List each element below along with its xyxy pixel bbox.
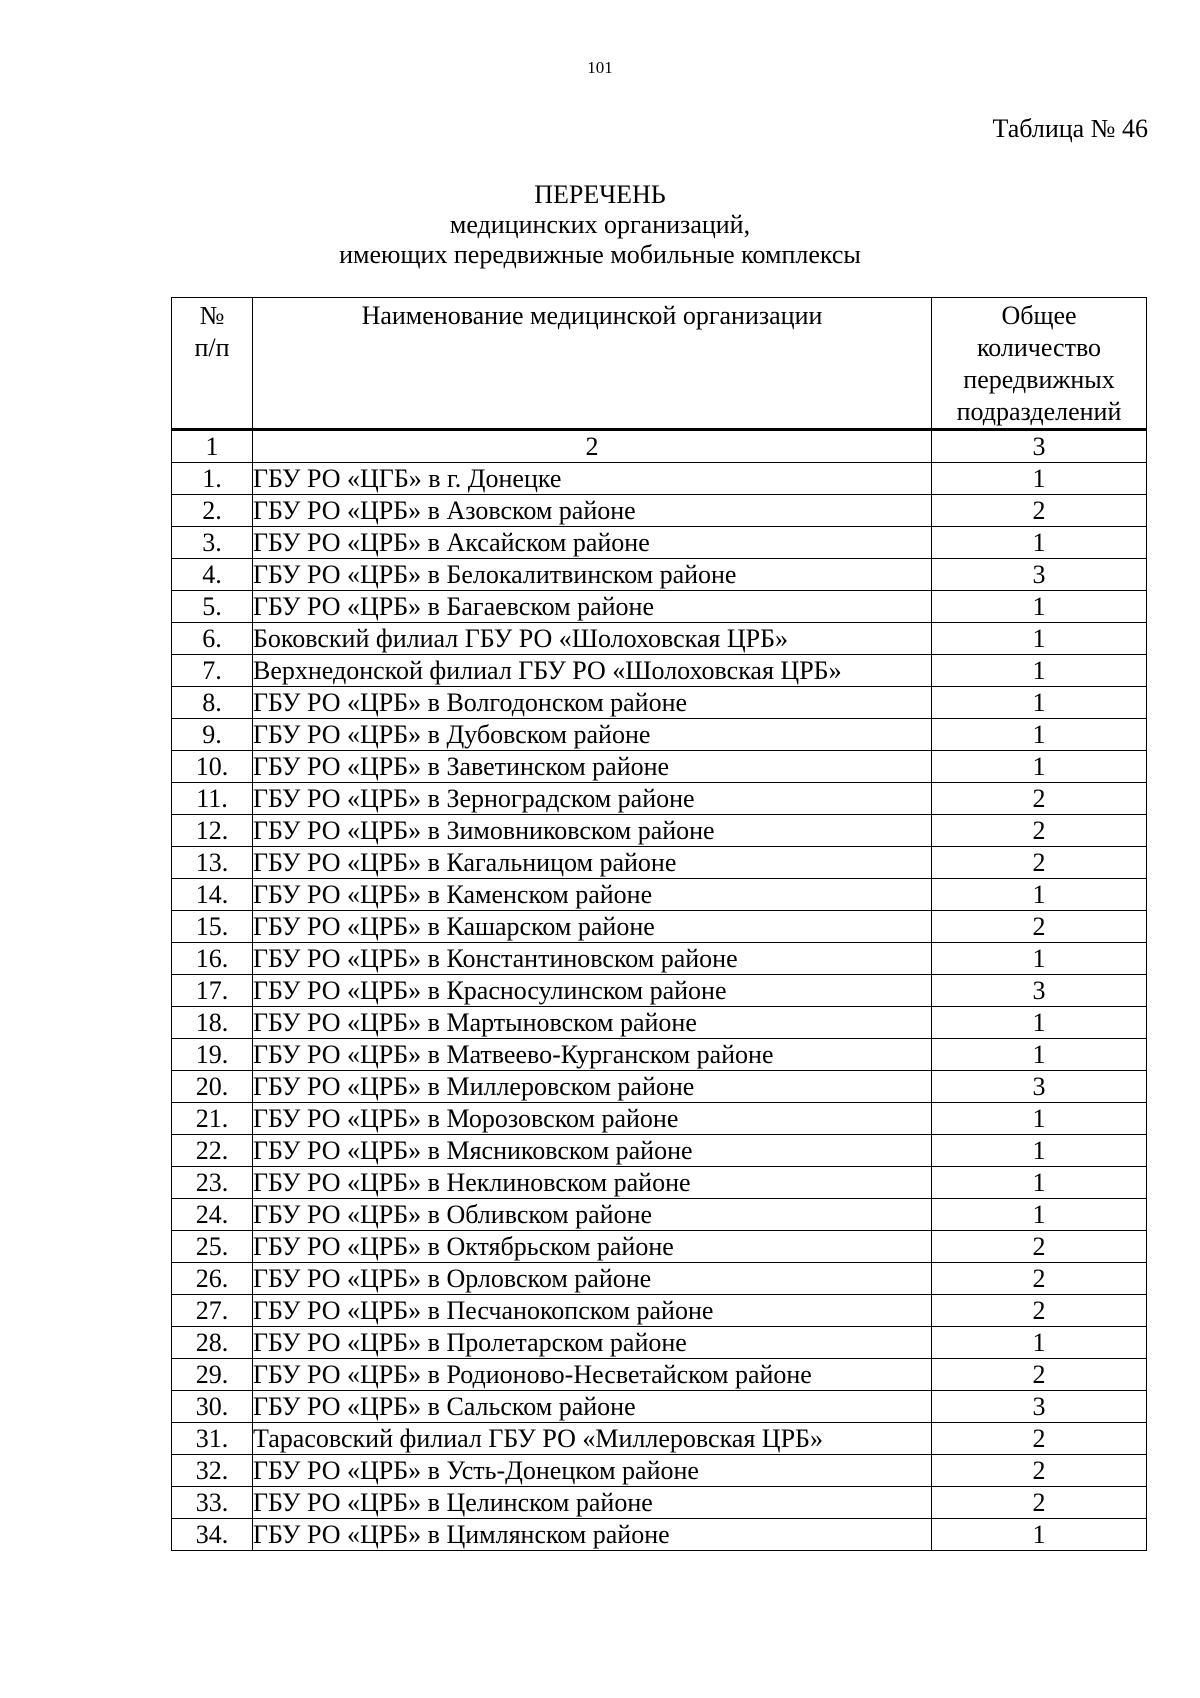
table-row — [172, 1455, 1147, 1487]
row-number: 6. — [172, 623, 253, 655]
unit-count: 1 — [932, 1167, 1147, 1199]
row-number: 5. — [172, 591, 253, 623]
unit-count: 1 — [932, 591, 1147, 623]
row-number: 10. — [172, 751, 253, 783]
unit-count: 1 — [932, 1199, 1147, 1231]
row-number: 1. — [172, 463, 253, 495]
organization-name: ГБУ РО «ЦРБ» в Матвеево-Курганском районе — [253, 1039, 932, 1071]
unit-count: 1 — [932, 1007, 1147, 1039]
unit-count: 1 — [932, 1327, 1147, 1359]
unit-count: 1 — [932, 879, 1147, 911]
organization-name: ГБУ РО «ЦРБ» в Родионово-Несветайском районе — [253, 1359, 932, 1391]
organizations-table — [171, 297, 1147, 1551]
row-number: 4. — [172, 559, 253, 591]
organization-name: ГБУ РО «ЦРБ» в Зерноградском районе — [253, 783, 932, 815]
header-count-line-2: количество — [976, 333, 1102, 362]
row-number: 22. — [172, 1135, 253, 1167]
table-row — [172, 655, 1147, 687]
organization-name: ГБУ РО «ЦРБ» в Зимовниковском районе — [253, 815, 932, 847]
table-row — [172, 975, 1147, 1007]
table-body — [172, 463, 1147, 1551]
row-number: 19. — [172, 1039, 253, 1071]
table-row — [172, 463, 1147, 495]
unit-count: 1 — [932, 1039, 1147, 1071]
organization-name: ГБУ РО «ЦРБ» в Целинском районе — [253, 1487, 932, 1519]
header-count-line-3: передвижных — [963, 365, 1115, 394]
table-row — [172, 1359, 1147, 1391]
row-number: 33. — [172, 1487, 253, 1519]
row-number: 8. — [172, 687, 253, 719]
unit-count: 1 — [932, 719, 1147, 751]
unit-count: 1 — [932, 687, 1147, 719]
table-row — [172, 1327, 1147, 1359]
organization-name: ГБУ РО «ЦРБ» в Кагальницом районе — [253, 847, 932, 879]
unit-count: 1 — [932, 655, 1147, 687]
table-label: Таблица № 46 — [992, 114, 1148, 143]
table-row — [172, 1103, 1147, 1135]
unit-count: 2 — [932, 1263, 1147, 1295]
table-row — [172, 1231, 1147, 1263]
row-number: 21. — [172, 1103, 253, 1135]
unit-count: 2 — [932, 815, 1147, 847]
organization-name: ГБУ РО «ЦРБ» в Аксайском районе — [253, 527, 932, 559]
table-row — [172, 719, 1147, 751]
unit-count: 1 — [932, 1519, 1147, 1551]
row-number: 24. — [172, 1199, 253, 1231]
organization-name: ГБУ РО «ЦРБ» в Неклиновском районе — [253, 1167, 932, 1199]
row-number: 11. — [172, 783, 253, 815]
table-row — [172, 687, 1147, 719]
row-number: 25. — [172, 1231, 253, 1263]
row-number: 2. — [172, 495, 253, 527]
unit-count: 2 — [932, 847, 1147, 879]
row-number: 32. — [172, 1455, 253, 1487]
organization-name: ГБУ РО «ЦРБ» в Кашарском районе — [253, 911, 932, 943]
title-line-3: имеющих передвижные мобильные комплексы — [339, 240, 861, 269]
organization-name: ГБУ РО «ЦРБ» в Дубовском районе — [253, 719, 932, 751]
header-name: Наименование медицинской организации — [253, 298, 932, 430]
header-count-line-1: Общее — [1001, 301, 1077, 330]
organization-name: ГБУ РО «ЦРБ» в Мясниковском районе — [253, 1135, 932, 1167]
organization-name: ГБУ РО «ЦРБ» в Красносулинском районе — [253, 975, 932, 1007]
organization-name: ГБУ РО «ЦРБ» в Сальском районе — [253, 1391, 932, 1423]
organization-name: Тарасовский филиал ГБУ РО «Миллеровская ЦРБ» — [253, 1423, 932, 1455]
header-num-line-1: № — [199, 301, 225, 330]
table-row — [172, 1039, 1147, 1071]
table-row — [172, 879, 1147, 911]
unit-count: 1 — [932, 1103, 1147, 1135]
unit-count: 2 — [932, 1359, 1147, 1391]
table-row — [172, 1135, 1147, 1167]
row-number: 29. — [172, 1359, 253, 1391]
organization-name: ГБУ РО «ЦГБ» в г. Донецке — [253, 463, 932, 495]
organization-name: ГБУ РО «ЦРБ» в Цимлянском районе — [253, 1519, 932, 1551]
table-row — [172, 1007, 1147, 1039]
row-number: 28. — [172, 1327, 253, 1359]
header-count — [932, 298, 1147, 430]
column-number-3: 3 — [932, 430, 1147, 463]
organization-name: ГБУ РО «ЦРБ» в Волгодонском районе — [253, 687, 932, 719]
unit-count: 3 — [932, 975, 1147, 1007]
unit-count: 3 — [932, 559, 1147, 591]
unit-count: 2 — [932, 1455, 1147, 1487]
organization-name: ГБУ РО «ЦРБ» в Орловском районе — [253, 1263, 932, 1295]
table-row — [172, 559, 1147, 591]
organization-name: ГБУ РО «ЦРБ» в Миллеровском районе — [253, 1071, 932, 1103]
unit-count: 2 — [932, 783, 1147, 815]
row-number: 31. — [172, 1423, 253, 1455]
table-row — [172, 1391, 1147, 1423]
header-count-line-4: подразделений — [956, 397, 1122, 426]
row-number: 23. — [172, 1167, 253, 1199]
organization-name: ГБУ РО «ЦРБ» в Заветинском районе — [253, 751, 932, 783]
unit-count: 1 — [932, 751, 1147, 783]
unit-count: 1 — [932, 943, 1147, 975]
row-number: 14. — [172, 879, 253, 911]
row-number: 34. — [172, 1519, 253, 1551]
page-number: 101 — [587, 58, 613, 77]
unit-count: 1 — [932, 527, 1147, 559]
table-row — [172, 943, 1147, 975]
organization-name: Верхнедонской филиал ГБУ РО «Шолоховская ЦРБ» — [253, 655, 932, 687]
organization-name: ГБУ РО «ЦРБ» в Азовском районе — [253, 495, 932, 527]
unit-count: 1 — [932, 463, 1147, 495]
table-row — [172, 815, 1147, 847]
organization-name: ГБУ РО «ЦРБ» в Пролетарском районе — [253, 1327, 932, 1359]
table-row — [172, 847, 1147, 879]
unit-count: 2 — [932, 495, 1147, 527]
organization-name: ГБУ РО «ЦРБ» в Константиновском районе — [253, 943, 932, 975]
row-number: 16. — [172, 943, 253, 975]
table-row — [172, 1199, 1147, 1231]
organization-name: Боковский филиал ГБУ РО «Шолоховская ЦРБ» — [253, 623, 932, 655]
row-number: 12. — [172, 815, 253, 847]
header-num-line-2: п/п — [194, 333, 230, 362]
unit-count: 2 — [932, 1231, 1147, 1263]
table-row — [172, 1295, 1147, 1327]
document-title — [0, 180, 1200, 270]
organization-name: ГБУ РО «ЦРБ» в Белокалитвинском районе — [253, 559, 932, 591]
row-number: 13. — [172, 847, 253, 879]
table-row — [172, 591, 1147, 623]
unit-count: 2 — [932, 911, 1147, 943]
table-row — [172, 751, 1147, 783]
row-number: 18. — [172, 1007, 253, 1039]
table-header-row — [172, 298, 1147, 430]
table-row — [172, 1263, 1147, 1295]
title-line-1: ПЕРЕЧЕНЬ — [534, 180, 666, 209]
table-row — [172, 1167, 1147, 1199]
unit-count: 2 — [932, 1487, 1147, 1519]
organization-name: ГБУ РО «ЦРБ» в Обливском районе — [253, 1199, 932, 1231]
unit-count: 1 — [932, 1135, 1147, 1167]
unit-count: 2 — [932, 1295, 1147, 1327]
row-number: 17. — [172, 975, 253, 1007]
row-number: 30. — [172, 1391, 253, 1423]
organization-name: ГБУ РО «ЦРБ» в Каменском районе — [253, 879, 932, 911]
organization-name: ГБУ РО «ЦРБ» в Багаевском районе — [253, 591, 932, 623]
organization-name: ГБУ РО «ЦРБ» в Морозовском районе — [253, 1103, 932, 1135]
table-row — [172, 1487, 1147, 1519]
column-number-2: 2 — [253, 430, 932, 463]
organization-name: ГБУ РО «ЦРБ» в Октябрьском районе — [253, 1231, 932, 1263]
organization-name: ГБУ РО «ЦРБ» в Усть-Донецком районе — [253, 1455, 932, 1487]
unit-count: 3 — [932, 1071, 1147, 1103]
row-number: 9. — [172, 719, 253, 751]
column-number-1: 1 — [172, 430, 253, 463]
row-number: 3. — [172, 527, 253, 559]
unit-count: 3 — [932, 1391, 1147, 1423]
table-row — [172, 1071, 1147, 1103]
row-number: 15. — [172, 911, 253, 943]
row-number: 27. — [172, 1295, 253, 1327]
row-number: 26. — [172, 1263, 253, 1295]
table-row — [172, 1519, 1147, 1551]
unit-count: 2 — [932, 1423, 1147, 1455]
table-row — [172, 1423, 1147, 1455]
unit-count: 1 — [932, 623, 1147, 655]
column-number-row — [172, 430, 1147, 463]
row-number: 7. — [172, 655, 253, 687]
organization-name: ГБУ РО «ЦРБ» в Мартыновском районе — [253, 1007, 932, 1039]
table-row — [172, 783, 1147, 815]
header-num — [172, 298, 253, 430]
row-number: 20. — [172, 1071, 253, 1103]
title-line-2: медицинских организаций, — [449, 210, 751, 239]
table-row — [172, 495, 1147, 527]
organization-name: ГБУ РО «ЦРБ» в Песчанокопском районе — [253, 1295, 932, 1327]
table-row — [172, 911, 1147, 943]
table-row — [172, 527, 1147, 559]
table-row — [172, 623, 1147, 655]
